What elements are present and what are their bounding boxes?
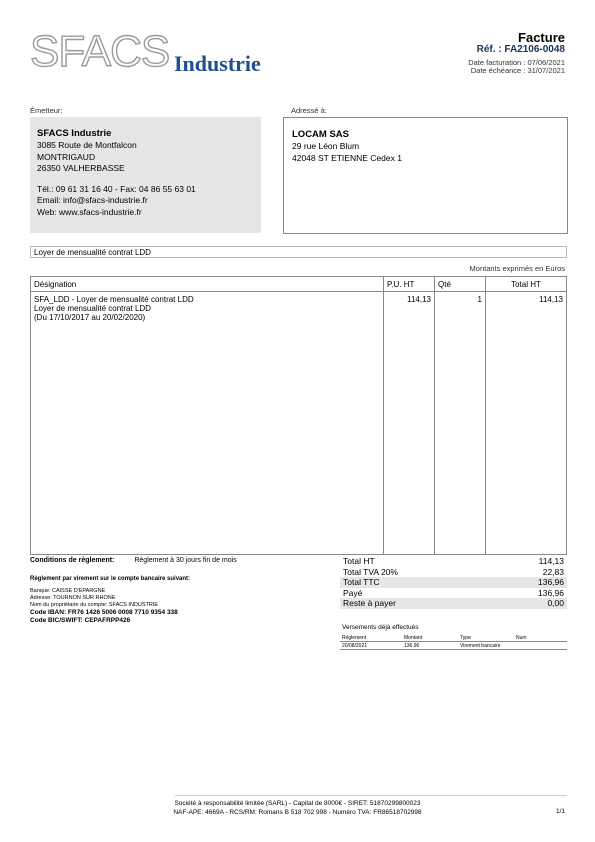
line-total: 114,13 — [486, 292, 567, 555]
col-total: Total HT — [486, 277, 567, 292]
payment-type: Virement bancaire — [458, 642, 514, 650]
invoice-reference: Réf. : FA2106-0048 — [476, 44, 565, 55]
emitter-address-line: 3085 Route de Montfalcon — [37, 140, 137, 150]
footer-legal-line: NAF-APE: 4669A - RCS/RM: Romans B 518 702 998 - Numéro TVA: FR86518702998 — [173, 809, 422, 816]
emitter-phone: Tél.: 09 61 31 16 40 - Fax: 04 86 55 63 01 — [37, 183, 196, 194]
footer-divider — [175, 795, 567, 796]
col-payment-date: Règlement — [340, 634, 402, 642]
total-label: Total HT — [343, 556, 375, 567]
total-label: Reste à payer — [340, 598, 489, 609]
table-header-row — [31, 277, 567, 292]
totals-table — [340, 556, 567, 609]
table-row — [31, 292, 567, 555]
total-row — [340, 567, 567, 578]
total-label: Total TVA 20% — [343, 566, 398, 577]
footer-legal-line: Société à responsabilité limitée (SARL) - Capital de 8000€ - SIRET: 51870299800023 — [174, 800, 421, 807]
emitter-address-line: 26350 VALHERBASSE — [37, 163, 125, 173]
recipient-address-line: 42048 ST ETIENNE Cedex 1 — [292, 152, 402, 163]
account-owner: Nom du propriétaire du compte: SFACS INDUSTRIE — [30, 602, 159, 608]
payment-date: 20/08/2021 — [340, 642, 402, 650]
transfer-title: Règlement par virement sur le compte bancaire suivant: — [30, 576, 191, 582]
company-logo-suffix: Industrie — [174, 51, 261, 76]
total-label: Payé — [343, 587, 363, 598]
payments-table — [340, 634, 567, 650]
total-value: 114,13 — [538, 556, 564, 567]
conditions-label: Conditions de règlement: — [30, 557, 115, 564]
total-value: 136,96 — [538, 587, 564, 598]
invoice-date: Date facturation : 07/06/2021 — [468, 58, 565, 67]
col-designation: Désignation — [31, 277, 384, 292]
col-payment-type: Type — [458, 634, 514, 642]
line-qty: 1 — [435, 292, 486, 555]
recipient-address-line: 29 rue Léon Blum — [292, 141, 360, 151]
currency-note: Montants exprimés en Euros — [469, 264, 565, 273]
emitter-box — [30, 117, 261, 233]
document-title: Facture — [518, 30, 565, 45]
line-period: (Du 17/10/2017 au 20/02/2020) — [34, 313, 146, 322]
total-label: Total TTC — [340, 577, 489, 588]
bank-address: Adresse: TOURNON SUR RHONE — [30, 595, 116, 601]
payment-conditions — [30, 557, 237, 564]
table-row — [340, 642, 567, 650]
conditions-value: Règlement à 30 jours fin de mois — [134, 557, 237, 564]
total-value: 136,96 — [489, 577, 567, 588]
line-designation — [31, 292, 384, 555]
bank-name: Banque: CAISSE D'EPARGNE — [30, 588, 106, 594]
col-qty: Qté — [435, 277, 486, 292]
line-description: Loyer de mensualité contrat LDD — [34, 304, 151, 313]
footer — [0, 799, 595, 817]
due-date: Date échéance : 31/07/2021 — [470, 66, 565, 75]
emitter-name: SFACS Industrie — [37, 128, 112, 139]
payments-title: Versements déjà effectués — [342, 624, 419, 631]
emitter-email: Email: info@sfacs-industrie.fr — [37, 195, 148, 205]
recipient-box — [283, 117, 568, 234]
payment-amount: 136,96 — [402, 642, 458, 650]
emitter-web: Web: www.sfacs-industrie.fr — [37, 206, 142, 217]
line-unit-price: 114,13 — [384, 292, 435, 555]
invoice-object: Loyer de mensualité contrat LDD — [30, 246, 567, 258]
total-value: 0,00 — [489, 598, 567, 609]
total-row — [340, 598, 567, 609]
total-value: 22,83 — [542, 566, 564, 577]
col-unit-price: P.U. HT — [384, 277, 435, 292]
emitter-label: Émetteur: — [30, 106, 63, 115]
iban: Code IBAN: FR76 1426 5006 0008 7710 9354 338 — [30, 609, 178, 616]
company-logo: SFACS — [30, 27, 170, 76]
page-number: 1/1 — [555, 808, 565, 815]
total-row — [340, 556, 567, 567]
col-payment-num: Num — [514, 634, 567, 642]
bic: Code BIC/SWIFT: CEPAFRPP426 — [30, 617, 131, 624]
col-payment-amount: Montant — [402, 634, 458, 642]
total-row — [340, 577, 567, 588]
recipient-label: Adressé à: — [291, 106, 327, 115]
payments-header-row — [340, 634, 567, 642]
line-description: SFA_LDD - Loyer de mensualité contrat LDD — [34, 295, 194, 304]
invoice-lines-table — [30, 276, 567, 555]
emitter-address-line: MONTRIGAUD — [37, 151, 96, 162]
total-row — [340, 588, 567, 599]
bank-details — [30, 588, 178, 625]
payment-num — [514, 642, 567, 650]
recipient-name: LOCAM SAS — [292, 129, 349, 140]
